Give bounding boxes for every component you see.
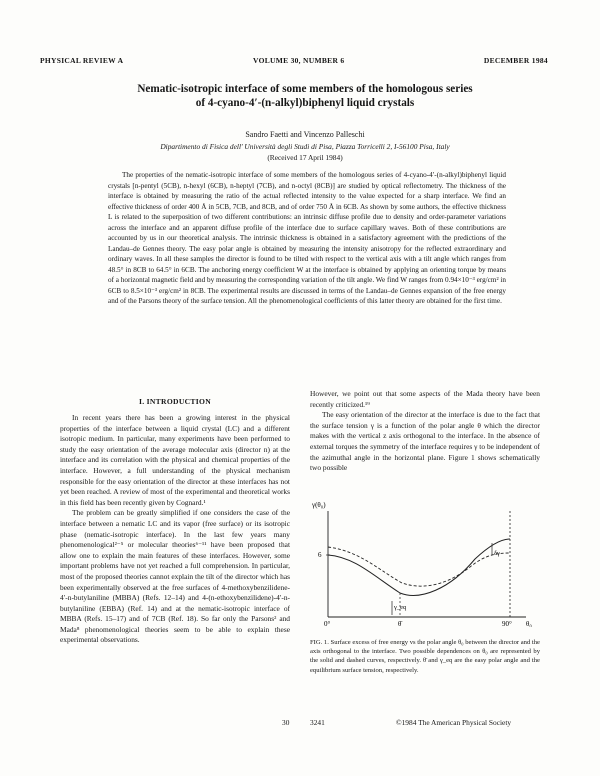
section-heading-introduction: I. INTRODUCTION	[138, 397, 211, 406]
right-paragraph-1: However, we point out that some aspects of the Mada theory have been recently criticized.¹⁹	[310, 389, 540, 409]
article-title-line-2: of 4-cyano-4′-(n-alkyl)biphenyl liquid crystals	[195, 97, 415, 109]
right-paragraph-2: The easy orientation of the director at the interface is due to the fact that the surface tension γ is a function of the polar angle θ which the director makes with the vertical z axis orthogonal to the interface. In the absence of external torques the symmetry of the interface requires γ to be independent of the azimuthal angle in the horizontal plane. Figure 1 shows schematically two possible	[310, 410, 540, 473]
figure-y-tick: 6	[318, 551, 322, 559]
left-column	[60, 413, 290, 646]
figure-1	[310, 497, 542, 627]
footer-copyright: ©1984 The American Physical Society	[396, 718, 512, 727]
figure-1-caption: FIG. 1. Surface excess of free energy vs the polar angle θ₀ between the director and the axis orthogonal to the interface. Two possible dependences on θ₀ are represented by the solid and dashed curves, respectively. θ̄ and γ_eq are the easy polar angle and the equilibrium surface tension, respectively.	[310, 639, 540, 674]
affiliation: Dipartimento di Fisica dell' Università degli Studi di Pisa, Piazza Torricelli 2, I-56100 Pisa, Italy	[160, 142, 450, 151]
article-title-line-1: Nematic-isotropic interface of some members of the homologous series	[137, 83, 473, 95]
footer-page-number: 3241	[310, 718, 325, 727]
figure-x-tick-90: 90°	[502, 620, 512, 627]
issue-date: DECEMBER 1984	[483, 56, 548, 65]
figure-x-tick-0: 0°	[324, 620, 331, 627]
authors: Sandro Faetti and Vincenzo Palleschi	[245, 130, 365, 139]
figure-y-axis-label: γ(θ₀)	[312, 501, 326, 509]
figure-gamma-eq-label: γ_eq	[394, 604, 407, 611]
right-column	[310, 389, 540, 474]
footer-volume: 30	[282, 718, 290, 727]
figure-easy-angle-label: θ̄	[398, 620, 402, 627]
figure-delta-gamma-label: δγ	[494, 550, 500, 557]
abstract: The properties of the nematic-isotropic interface of some members of the homologous series of 4-cyano-4′-(n-alkyl)biphenyl liquid crystals [n-pentyl (5CB), n-hexyl (6CB), n-heptyl (7CB), and n-octyl (8CB)] are studied by optical reflectometry. The thickness of the interface is obtained by measuring the ratio of the actual reflected intensity to the value expected for a sharp interface. We find an effective thickness of order 400 Å in 5CB, 7CB, and 8CB, and of order 750 Å in 6CB. As shown by some authors, the effective thickness L is related to the superposition of two different contributions: an intrinsic diffuse profile due to density and order-parameter variations across the interface and an apparent diffuse profile of the interface due to surface capillary waves. Both of these contributions are accounted by us in our theoretical analysis. The intrinsic thickness is obtained in a satisfactory agreement with the predictions of the Landau–de Gennes theory. The easy polar angle is obtained by measuring the intensity anisotropy for the reflected extraordinary and ordinary waves. In all these samples the director is found to be tilted with respect to the vertical axis with a tilt angle which ranges from 48.5° in 8CB to 64.5° in 6CB. The anchoring energy coefficient W at the interface is obtained by applying an orienting torque by means of a horizontal magnetic field and by measuring the corresponding variation of the tilt angle. We find W ranges from 0.94×10⁻³ erg/cm² in 6CB to 8.5×10⁻³ erg/cm² in 8CB. The experimental results are discussed in terms of the Landau–de Gennes expansion of the free energy and of the Parsons theory of the surface tension. All the phenomenological coefficients of this latter theory are obtained for the first time.	[108, 171, 506, 305]
intro-paragraph-2: The problem can be greatly simplified if one considers the case of the interface between a nematic LC and its vapor (free surface) or its isotropic phase (nematic-isotropic interface). In the last few years many phenomenological²⁻⁵ or molecular theories⁶⁻¹¹ have been proposed that allow one to explain the main features of these interfaces. However, some important problems have not yet reached a full comprehension. In particular, most of the proposed theories cannot explain the tilt of the director which has been experimentally observed at the free surfaces of 4-methoxybenzilidene-4′-n-butylaniline (MBBA) (Refs. 12–14) and 4-(n-ethoxybenzilidene)-4′-n-butylaniline (EBBA) (Ref. 14) and at the nematic-isotropic interface of MBBA (Refs. 15–17) and of 7CB (Ref. 18). So far only the Parsons² and Mada⁸ phenomenological theories seem to be able to explain these experimental observations.	[60, 508, 290, 645]
figure-solid-curve	[328, 539, 510, 595]
journal-name: PHYSICAL REVIEW A	[40, 56, 124, 65]
figure-x-axis-label: θ₀	[526, 620, 532, 627]
volume-number: VOLUME 30, NUMBER 6	[253, 56, 345, 65]
received-date: (Received 17 April 1984)	[267, 153, 343, 162]
intro-paragraph-1: In recent years there has been a growing interest in the physical properties of the interface between a liquid crystal (LC) and a different isotropic medium. In particular, many experiments have been performed to study the easy orientation of the average molecular axis (director n) at the interface and its correlation with the physical and chemical properties of the interface. However, a full understanding of the physical mechanism responsible for the easy orientation of the director at these interfaces has not yet been reached. A review of most of the experimental and theoretical works in this field has been recently given by Cognard.¹	[60, 413, 290, 507]
figure-1-plot	[310, 497, 542, 627]
